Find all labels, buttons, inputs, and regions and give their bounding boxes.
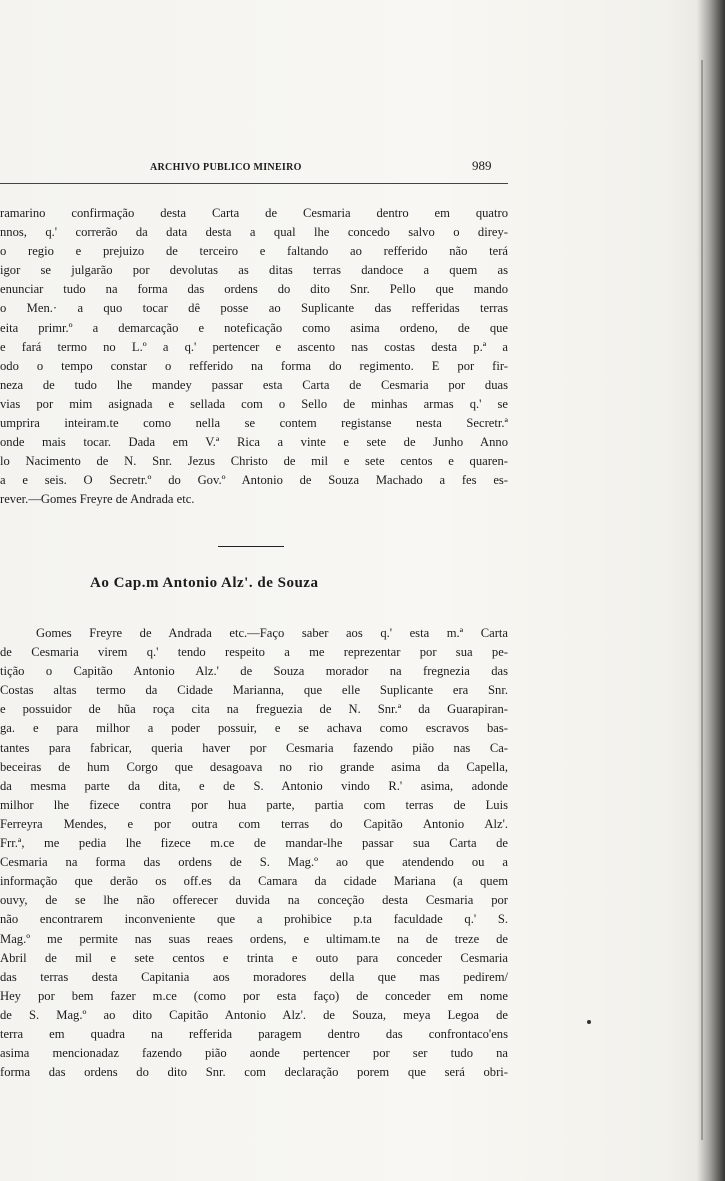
- text-line: Cesmaria na forma das ordens de S. Mag.º ao que atendendo ou a: [0, 855, 508, 870]
- text-line: o Men.· a quo tocar dê posse ao Suplicante das refferidas terras: [0, 301, 508, 316]
- ink-speck: [587, 1020, 591, 1024]
- text-line: o regio e prejuizo de terceiro e faltando ao refferido não terá: [0, 244, 508, 259]
- text-line: Abril de mil e sete centos e trinta e outo para conceder Cesmaria: [0, 950, 508, 965]
- text-line: ouvy, de se lhe não offerecer duvida na conceção desta Cesmaria por: [0, 893, 508, 908]
- text-line: enunciar tudo na forma das ordens do dito Snr. Pello que mando: [0, 282, 508, 297]
- running-title: ARCHIVO PUBLICO MINEIRO: [150, 162, 302, 173]
- section-separator-rule: [218, 546, 284, 547]
- text-line: asima mencionadaz fazendo pião aonde pertencer por ser tudo na: [0, 1046, 508, 1061]
- text-line: Frr.ª, me pedia lhe fizece m.ce de mandar-lhe passar sua Carta de: [0, 836, 508, 851]
- text-line: tição o Capitão Antonio Alz.' de Souza morador na fregnezia das: [0, 664, 508, 679]
- page-edge-line: [701, 60, 703, 1140]
- header-rule: [0, 183, 508, 184]
- text-block-continuation: [0, 204, 508, 510]
- section-title: Ao Cap.m Antonio Alz'. de Souza: [90, 575, 319, 591]
- page-number: 989: [472, 158, 492, 173]
- text-line: de S. Mag.º ao dito Capitão Antonio Alz'. de Souza, meya Legoa de: [0, 1007, 508, 1022]
- text-line: neza de tudo lhe mandey passar esta Carta de Cesmaria por duas: [0, 377, 508, 392]
- text-line: milhor lhe fizece contra por hua parte, partia com terras de Luis: [0, 797, 508, 812]
- text-line: ga. e para milhor a poder possuir, e se achava como escravos bas-: [0, 721, 508, 736]
- text-line: odo o tempo constar o refferido na forma do regimento. E por fir-: [0, 358, 508, 373]
- text-line: Mag.º me permite nas suas reaes ordens, e ultimam.te na de treze de: [0, 931, 508, 946]
- text-line: Gomes Freyre de Andrada etc.—Faço saber aos q.' esta m.ª Carta: [36, 626, 508, 640]
- text-line: tantes para fabricar, queria haver por Cesmaria fazendo pião nas Ca-: [0, 740, 508, 755]
- text-line: terra em quadra na refferida paragem dentro das confrontaco'ens: [0, 1026, 508, 1041]
- text-line: e fará termo no L.º a q.' pertencer e ascento nas costas desta p.ª a: [0, 339, 508, 354]
- text-line: igor se julgarão por devolutas as ditas terras dandoce a quem as: [0, 263, 508, 278]
- text-line: beceiras de hum Corgo que desagoava no rio grande asima da Capella,: [0, 759, 508, 774]
- text-line: das terras desta Capitania aos moradores della que mas pedirem/: [0, 969, 508, 984]
- text-line: Ferreyra Mendes, e por outra com terras do Capitão Antonio Alz'.: [0, 816, 508, 831]
- text-line: da mesma parte da dita, e de S. Antonio vindo R.' asima, adonde: [0, 778, 508, 793]
- text-line: forma das ordens do dito Snr. com declaração porem que será obri-: [0, 1065, 508, 1080]
- text-line: não encontrarem inconveniente que a prohibice p.ta faculdade q.' S.: [0, 912, 508, 927]
- text-line: informação que derão os off.es da Camara da cidade Mariana (a quem: [0, 874, 508, 889]
- text-line: eita primr.º a demarcação e noteficação como asima ordeno, de que: [0, 320, 508, 335]
- text-line: ramarino confirmação desta Carta de Cesmaria dentro em quatro: [0, 206, 508, 220]
- text-line: rever.—Gomes Freyre de Andrada etc.: [0, 492, 195, 507]
- text-line: Hey por bem fazer m.ce (como por esta faço) de conceder em nome: [0, 988, 508, 1003]
- text-line: umprira inteiram.te como nella se contem registanse nesta Secretr.ª: [0, 416, 508, 431]
- text-line: Costas altas termo da Cidade Marianna, que elle Suplicante era Snr.: [0, 683, 508, 698]
- text-line: a e seis. O Secretr.º do Gov.º Antonio de Souza Machado a fes es-: [0, 473, 508, 488]
- text-block-grant: [0, 624, 508, 1082]
- text-line: nnos, q.' correrão da data desta a qual lhe concedo salvo o direy-: [0, 225, 508, 240]
- text-line: e possuidor de hũa roça cita na freguezia de N. Snr.ª da Guarapiran-: [0, 702, 508, 717]
- text-line: onde mais tocar. Dada em V.ª Rica a vinte e sete de Junho Anno: [0, 435, 508, 450]
- text-line: lo Nacimento de N. Snr. Jezus Christo de mil e sete centos e quaren-: [0, 454, 508, 469]
- text-line: vias por mim asignada e sellada com o Sello de minhas armas q.' se: [0, 396, 508, 411]
- text-line: de Cesmaria virem q.' tendo respeito a me reprezentar por sua pe-: [0, 645, 508, 660]
